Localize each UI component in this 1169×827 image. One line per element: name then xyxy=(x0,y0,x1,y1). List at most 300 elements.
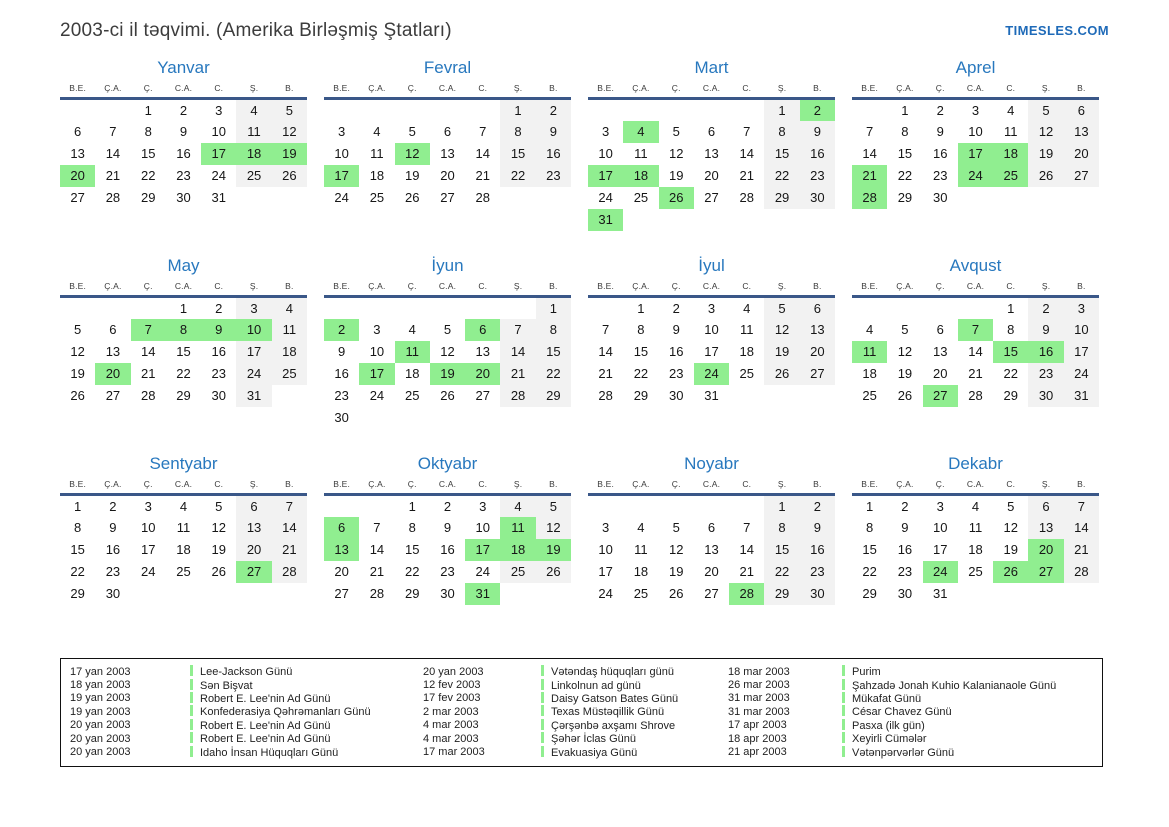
legend-entry-label: Daisy Gatson Bates Günü xyxy=(551,692,679,705)
weekday-header: B. xyxy=(536,281,571,297)
site-logo-link[interactable]: TIMESLES.COM xyxy=(1005,23,1109,38)
day-cell: 29 xyxy=(862,586,877,601)
day-cell: 18 xyxy=(500,539,535,561)
day-cell: 9 xyxy=(672,322,680,337)
day-cell: 14 xyxy=(598,344,613,359)
page-title: 2003-ci il təqvimi. (Amerika Birləşmiş Ştatları) xyxy=(60,20,452,41)
day-cell: 8 xyxy=(764,121,799,143)
day-cell: 3 xyxy=(144,498,152,514)
day-cell: 17 xyxy=(236,341,271,363)
day-cell: 19 xyxy=(404,168,420,183)
day-cell: 14 xyxy=(739,542,754,557)
weekday-header: Ç. xyxy=(659,281,694,297)
holiday-marker-icon xyxy=(842,719,845,730)
weekday-header: C. xyxy=(465,479,500,495)
empty-cell xyxy=(430,407,465,429)
weekday-header: Ş. xyxy=(236,479,271,495)
weekday-header: Ç. xyxy=(395,479,430,495)
legend-entry-label: Şəhər İclas Günü xyxy=(551,733,636,746)
day-cell: 11 xyxy=(968,520,983,535)
weekday-header: Ş. xyxy=(1028,479,1063,495)
weekday-header: B.E. xyxy=(852,281,887,297)
month-table xyxy=(60,281,307,407)
day-cell: 9 xyxy=(443,520,452,535)
empty-cell xyxy=(1028,583,1063,605)
day-cell: 15 xyxy=(70,542,85,557)
day-cell: 19 xyxy=(272,143,307,165)
empty-cell xyxy=(800,385,835,407)
day-cell: 10 xyxy=(140,520,156,535)
empty-cell xyxy=(236,583,271,605)
day-cell: 18 xyxy=(862,366,877,381)
month-table xyxy=(60,83,307,209)
day-cell: 13 xyxy=(440,146,455,161)
day-cell: 7 xyxy=(866,124,874,139)
day-cell: 2 xyxy=(672,300,680,316)
day-cell: 14 xyxy=(369,542,385,557)
day-cell: 6 xyxy=(236,495,271,517)
weekday-header: C.A. xyxy=(166,281,201,297)
weekday-header: C.A. xyxy=(958,281,993,297)
day-cell: 26 xyxy=(668,586,684,601)
weekday-header: Ç. xyxy=(131,479,166,495)
day-cell: 24 xyxy=(475,564,490,579)
legend-entry-label: Xeyirli Cümələr xyxy=(852,733,927,746)
day-cell: 12 xyxy=(536,517,571,539)
day-cell: 30 xyxy=(800,583,835,605)
weekday-header: B.E. xyxy=(60,83,95,99)
day-cell: 25 xyxy=(968,564,983,579)
day-cell: 23 xyxy=(105,564,121,579)
day-cell: 4 xyxy=(971,498,980,514)
weekday-header: B.E. xyxy=(60,479,95,495)
holiday-marker-icon xyxy=(842,665,845,676)
day-cell: 14 xyxy=(739,146,754,161)
weekday-header: C. xyxy=(993,83,1028,99)
empty-cell xyxy=(623,209,658,231)
empty-cell xyxy=(729,385,764,407)
empty-cell xyxy=(852,99,887,121)
day-cell: 13 xyxy=(70,146,85,161)
day-cell: 12 xyxy=(440,344,455,359)
weekday-header: B. xyxy=(272,281,307,297)
weekday-header: Ş. xyxy=(236,281,271,297)
empty-cell xyxy=(465,297,500,319)
legend-entry-date: 18 yan 2003 xyxy=(70,679,131,692)
month-11 xyxy=(588,454,835,605)
empty-cell xyxy=(324,297,359,319)
day-cell: 20 xyxy=(334,564,349,579)
empty-cell xyxy=(465,407,500,429)
day-cell: 6 xyxy=(443,124,452,139)
day-cell: 30 xyxy=(176,190,191,205)
day-cell: 12 xyxy=(1028,121,1063,143)
day-cell: 17 xyxy=(932,542,948,557)
day-cell: 15 xyxy=(862,542,877,557)
legend-entry-name xyxy=(842,692,1090,705)
day-cell: 19 xyxy=(1003,542,1018,557)
weekday-header: C.A. xyxy=(166,83,201,99)
day-cell: 28 xyxy=(369,586,385,601)
empty-cell xyxy=(729,99,764,121)
day-cell: 18 xyxy=(236,143,271,165)
empty-cell xyxy=(764,209,799,231)
holiday-marker-icon xyxy=(190,679,193,690)
holiday-marker-icon xyxy=(842,679,845,690)
empty-cell xyxy=(201,583,236,605)
legend-entry-name xyxy=(842,746,1090,759)
day-cell: 28 xyxy=(1064,561,1099,583)
day-cell: 25 xyxy=(633,190,649,205)
weekday-header: B.E. xyxy=(588,479,623,495)
empty-cell xyxy=(588,495,623,517)
day-cell: 17 xyxy=(588,165,623,187)
day-cell: 24 xyxy=(923,561,958,583)
day-cell: 6 xyxy=(800,297,835,319)
day-cell: 31 xyxy=(465,583,500,605)
day-cell: 27 xyxy=(1064,165,1099,187)
legend-entry-date: 20 yan 2003 xyxy=(423,665,484,678)
day-cell: 26 xyxy=(404,190,420,205)
day-cell: 25 xyxy=(369,190,385,205)
day-cell: 13 xyxy=(704,146,719,161)
day-cell: 2 xyxy=(800,495,835,517)
day-cell: 1 xyxy=(144,102,152,118)
legend-entry-date: 2 mar 2003 xyxy=(423,705,479,718)
month-title: Aprel xyxy=(955,58,996,77)
day-cell: 16 xyxy=(897,542,913,557)
day-cell: 24 xyxy=(369,388,385,403)
empty-cell xyxy=(272,583,307,605)
day-cell: 4 xyxy=(1007,102,1015,118)
weekday-header: B.E. xyxy=(324,479,359,495)
day-cell: 24 xyxy=(694,363,729,385)
weekday-header: B. xyxy=(1064,83,1099,99)
weekday-header: B.E. xyxy=(324,83,359,99)
day-cell: 21 xyxy=(105,168,121,183)
legend-entry-name xyxy=(190,746,423,759)
month-table xyxy=(324,479,571,605)
legend-entry-date: 17 apr 2003 xyxy=(728,719,787,732)
day-cell: 29 xyxy=(404,586,420,601)
day-cell: 23 xyxy=(334,388,349,403)
weekday-header: C.A. xyxy=(430,479,465,495)
day-cell: 11 xyxy=(395,341,430,363)
empty-cell xyxy=(395,99,430,121)
weekday-header: C.A. xyxy=(430,281,465,297)
day-cell: 27 xyxy=(236,561,271,583)
day-cell: 27 xyxy=(475,388,490,403)
weekday-header: B. xyxy=(272,83,307,99)
day-cell: 2 xyxy=(443,498,452,514)
day-cell: 2 xyxy=(1028,297,1063,319)
day-cell: 23 xyxy=(536,165,571,187)
day-cell: 26 xyxy=(211,564,226,579)
legend-entry-label: Lee-Jackson Günü xyxy=(200,666,293,679)
day-cell: 28 xyxy=(598,388,613,403)
legend-entry-date: 31 mar 2003 xyxy=(728,705,790,718)
legend-column-1 xyxy=(70,665,423,759)
empty-cell xyxy=(500,187,535,209)
holiday-marker-icon xyxy=(541,719,544,730)
day-cell: 31 xyxy=(211,190,226,205)
day-cell: 9 xyxy=(1028,319,1063,341)
empty-cell xyxy=(500,297,535,319)
day-cell: 28 xyxy=(475,190,490,205)
empty-cell xyxy=(430,99,465,121)
legend-entry-label: Konfederasiya Qəhrəmanları Günü xyxy=(200,706,371,719)
legend-entry-name xyxy=(541,746,728,759)
weekday-header: B.E. xyxy=(588,281,623,297)
day-cell: 18 xyxy=(993,143,1028,165)
day-cell: 31 xyxy=(588,209,623,231)
legend-entry-name xyxy=(190,679,423,692)
day-cell: 3 xyxy=(338,124,346,139)
day-cell: 11 xyxy=(370,146,384,161)
day-cell: 15 xyxy=(404,542,420,557)
empty-cell xyxy=(131,583,166,605)
legend-entry-label: Robert E. Lee'nin Ad Günü xyxy=(200,719,331,732)
month-table xyxy=(60,479,307,605)
weekday-header: C.A. xyxy=(166,479,201,495)
day-cell: 22 xyxy=(70,564,85,579)
weekday-header: Ç.A. xyxy=(359,479,394,495)
legend-entry-name xyxy=(842,719,1090,732)
day-cell: 10 xyxy=(211,124,226,139)
legend-entry-date: 17 fev 2003 xyxy=(423,692,481,705)
weekday-header: B. xyxy=(800,479,835,495)
empty-cell xyxy=(536,583,571,605)
day-cell: 29 xyxy=(764,187,799,209)
day-cell: 19 xyxy=(668,168,684,183)
day-cell: 17 xyxy=(140,542,156,557)
day-cell: 10 xyxy=(369,344,385,359)
day-cell: 30 xyxy=(211,388,226,403)
day-cell: 5 xyxy=(901,322,909,337)
day-cell: 18 xyxy=(369,168,385,183)
day-cell: 9 xyxy=(179,124,188,139)
day-cell: 27 xyxy=(704,586,719,601)
day-cell: 20 xyxy=(60,165,95,187)
legend-entry-name xyxy=(190,719,423,732)
day-cell: 12 xyxy=(668,146,684,161)
weekday-header: Ç. xyxy=(923,479,958,495)
day-cell: 7 xyxy=(743,124,751,139)
day-cell: 6 xyxy=(465,319,500,341)
day-cell: 28 xyxy=(500,385,535,407)
day-cell: 29 xyxy=(1003,388,1018,403)
month-title: İyul xyxy=(698,256,725,275)
day-cell: 30 xyxy=(897,586,913,601)
weekday-header: C.A. xyxy=(694,281,729,297)
empty-cell xyxy=(729,495,764,517)
day-cell: 19 xyxy=(70,366,85,381)
day-cell: 16 xyxy=(800,143,835,165)
legend-entry-date: 4 mar 2003 xyxy=(423,719,479,732)
day-cell: 2 xyxy=(936,102,944,118)
month-8 xyxy=(852,256,1099,407)
day-cell: 18 xyxy=(176,542,191,557)
day-cell: 17 xyxy=(598,564,613,579)
weekday-header: B. xyxy=(800,281,835,297)
legend-entry-label: Vətənpərvərlər Günü xyxy=(852,746,955,759)
day-cell: 14 xyxy=(968,344,983,359)
day-cell: 24 xyxy=(211,168,226,183)
day-cell: 8 xyxy=(1007,322,1015,337)
day-cell: 5 xyxy=(272,99,307,121)
day-cell: 2 xyxy=(536,99,571,121)
day-cell: 24 xyxy=(598,586,613,601)
day-cell: 2 xyxy=(179,102,188,118)
month-5 xyxy=(60,256,307,407)
day-cell: 16 xyxy=(334,366,349,381)
day-cell: 13 xyxy=(324,539,359,561)
day-cell: 1 xyxy=(901,102,909,118)
day-cell: 28 xyxy=(968,388,983,403)
day-cell: 1 xyxy=(1007,300,1015,316)
month-title: May xyxy=(167,256,200,275)
day-cell: 23 xyxy=(211,366,226,381)
day-cell: 28 xyxy=(272,561,307,583)
day-cell: 23 xyxy=(932,168,948,183)
day-cell: 21 xyxy=(475,168,490,183)
day-cell: 22 xyxy=(140,168,156,183)
day-cell: 20 xyxy=(1064,143,1099,165)
day-cell: 29 xyxy=(764,583,799,605)
day-cell: 1 xyxy=(764,99,799,121)
day-cell: 3 xyxy=(602,124,610,139)
legend-entry-label: Şahzadə Jonah Kuhio Kalanianaole Günü xyxy=(852,679,1057,692)
weekday-header: C. xyxy=(465,83,500,99)
day-cell: 22 xyxy=(1003,366,1018,381)
day-cell: 7 xyxy=(131,319,166,341)
day-cell: 20 xyxy=(465,363,500,385)
weekday-header: C. xyxy=(993,479,1028,495)
day-cell: 11 xyxy=(176,520,191,535)
day-cell: 24 xyxy=(958,165,993,187)
day-cell: 28 xyxy=(729,583,764,605)
day-cell: 26 xyxy=(536,561,571,583)
day-cell: 14 xyxy=(475,146,490,161)
legend-entry-date: 19 yan 2003 xyxy=(70,705,131,718)
day-cell: 30 xyxy=(440,586,455,601)
day-cell: 3 xyxy=(236,297,271,319)
weekday-header: C.A. xyxy=(694,479,729,495)
day-cell: 28 xyxy=(852,187,887,209)
day-cell: 24 xyxy=(334,190,349,205)
legend-entry-label: Çərşənbə axşamı Shrove xyxy=(551,719,676,732)
weekday-header: B. xyxy=(1064,281,1099,297)
weekday-header: Ç.A. xyxy=(887,479,922,495)
day-cell: 10 xyxy=(704,322,719,337)
day-cell: 7 xyxy=(602,322,610,337)
day-cell: 5 xyxy=(443,322,452,337)
day-cell: 28 xyxy=(739,190,754,205)
day-cell: 13 xyxy=(704,542,719,557)
day-cell: 3 xyxy=(602,520,610,535)
day-cell: 27 xyxy=(800,363,835,385)
empty-cell xyxy=(729,209,764,231)
day-cell: 8 xyxy=(74,520,82,535)
weekday-header: C. xyxy=(201,281,236,297)
day-cell: 4 xyxy=(373,124,381,139)
day-cell: 7 xyxy=(958,319,993,341)
day-cell: 15 xyxy=(536,341,571,363)
day-cell: 25 xyxy=(404,388,420,403)
day-cell: 7 xyxy=(743,520,751,535)
day-cell: 15 xyxy=(764,143,799,165)
weekday-header: B.E. xyxy=(60,281,95,297)
day-cell: 17 xyxy=(465,539,500,561)
holiday-marker-icon xyxy=(190,705,193,716)
weekday-header: C.A. xyxy=(430,83,465,99)
holiday-marker-icon xyxy=(541,665,544,676)
empty-cell xyxy=(659,99,694,121)
empty-cell xyxy=(60,99,95,121)
holiday-marker-icon xyxy=(190,719,193,730)
day-cell: 25 xyxy=(993,165,1028,187)
day-cell: 27 xyxy=(440,190,455,205)
day-cell: 11 xyxy=(272,319,307,341)
day-cell: 5 xyxy=(672,520,680,535)
weekday-header: Ş. xyxy=(500,83,535,99)
day-cell: 15 xyxy=(633,344,649,359)
day-cell: 22 xyxy=(500,165,535,187)
month-12 xyxy=(852,454,1099,605)
day-cell: 5 xyxy=(764,297,799,319)
month-9 xyxy=(60,454,307,605)
day-cell: 1 xyxy=(637,300,645,316)
day-cell: 15 xyxy=(897,146,913,161)
holiday-marker-icon xyxy=(541,705,544,716)
day-cell: 1 xyxy=(74,498,82,514)
day-cell: 5 xyxy=(215,498,223,514)
day-cell: 25 xyxy=(236,165,271,187)
day-cell: 26 xyxy=(659,187,694,209)
legend-entry-name xyxy=(541,732,728,745)
empty-cell xyxy=(500,583,535,605)
day-cell: 31 xyxy=(932,586,948,601)
day-cell: 6 xyxy=(324,517,359,539)
day-cell: 8 xyxy=(166,319,201,341)
day-cell: 14 xyxy=(105,146,121,161)
legend-entry-name xyxy=(541,679,728,692)
day-cell: 8 xyxy=(144,124,152,139)
day-cell: 24 xyxy=(1064,363,1099,385)
day-cell: 26 xyxy=(70,388,85,403)
day-cell: 16 xyxy=(536,143,571,165)
day-cell: 18 xyxy=(623,165,658,187)
day-cell: 26 xyxy=(440,388,455,403)
empty-cell xyxy=(95,297,130,319)
day-cell: 23 xyxy=(1028,363,1063,385)
holiday-marker-icon xyxy=(842,705,845,716)
day-cell: 29 xyxy=(536,385,571,407)
day-cell: 21 xyxy=(369,564,385,579)
legend-entry-name xyxy=(541,692,728,705)
day-cell: 17 xyxy=(1064,341,1099,363)
day-cell: 16 xyxy=(800,539,835,561)
day-cell: 11 xyxy=(852,341,887,363)
weekday-header: B. xyxy=(272,479,307,495)
empty-cell xyxy=(536,187,571,209)
legend-entry-name xyxy=(842,705,1090,718)
empty-cell xyxy=(95,99,130,121)
empty-cell xyxy=(131,297,166,319)
day-cell: 8 xyxy=(901,124,909,139)
day-cell: 15 xyxy=(993,341,1028,363)
legend-entry-date: 17 yan 2003 xyxy=(70,665,131,678)
